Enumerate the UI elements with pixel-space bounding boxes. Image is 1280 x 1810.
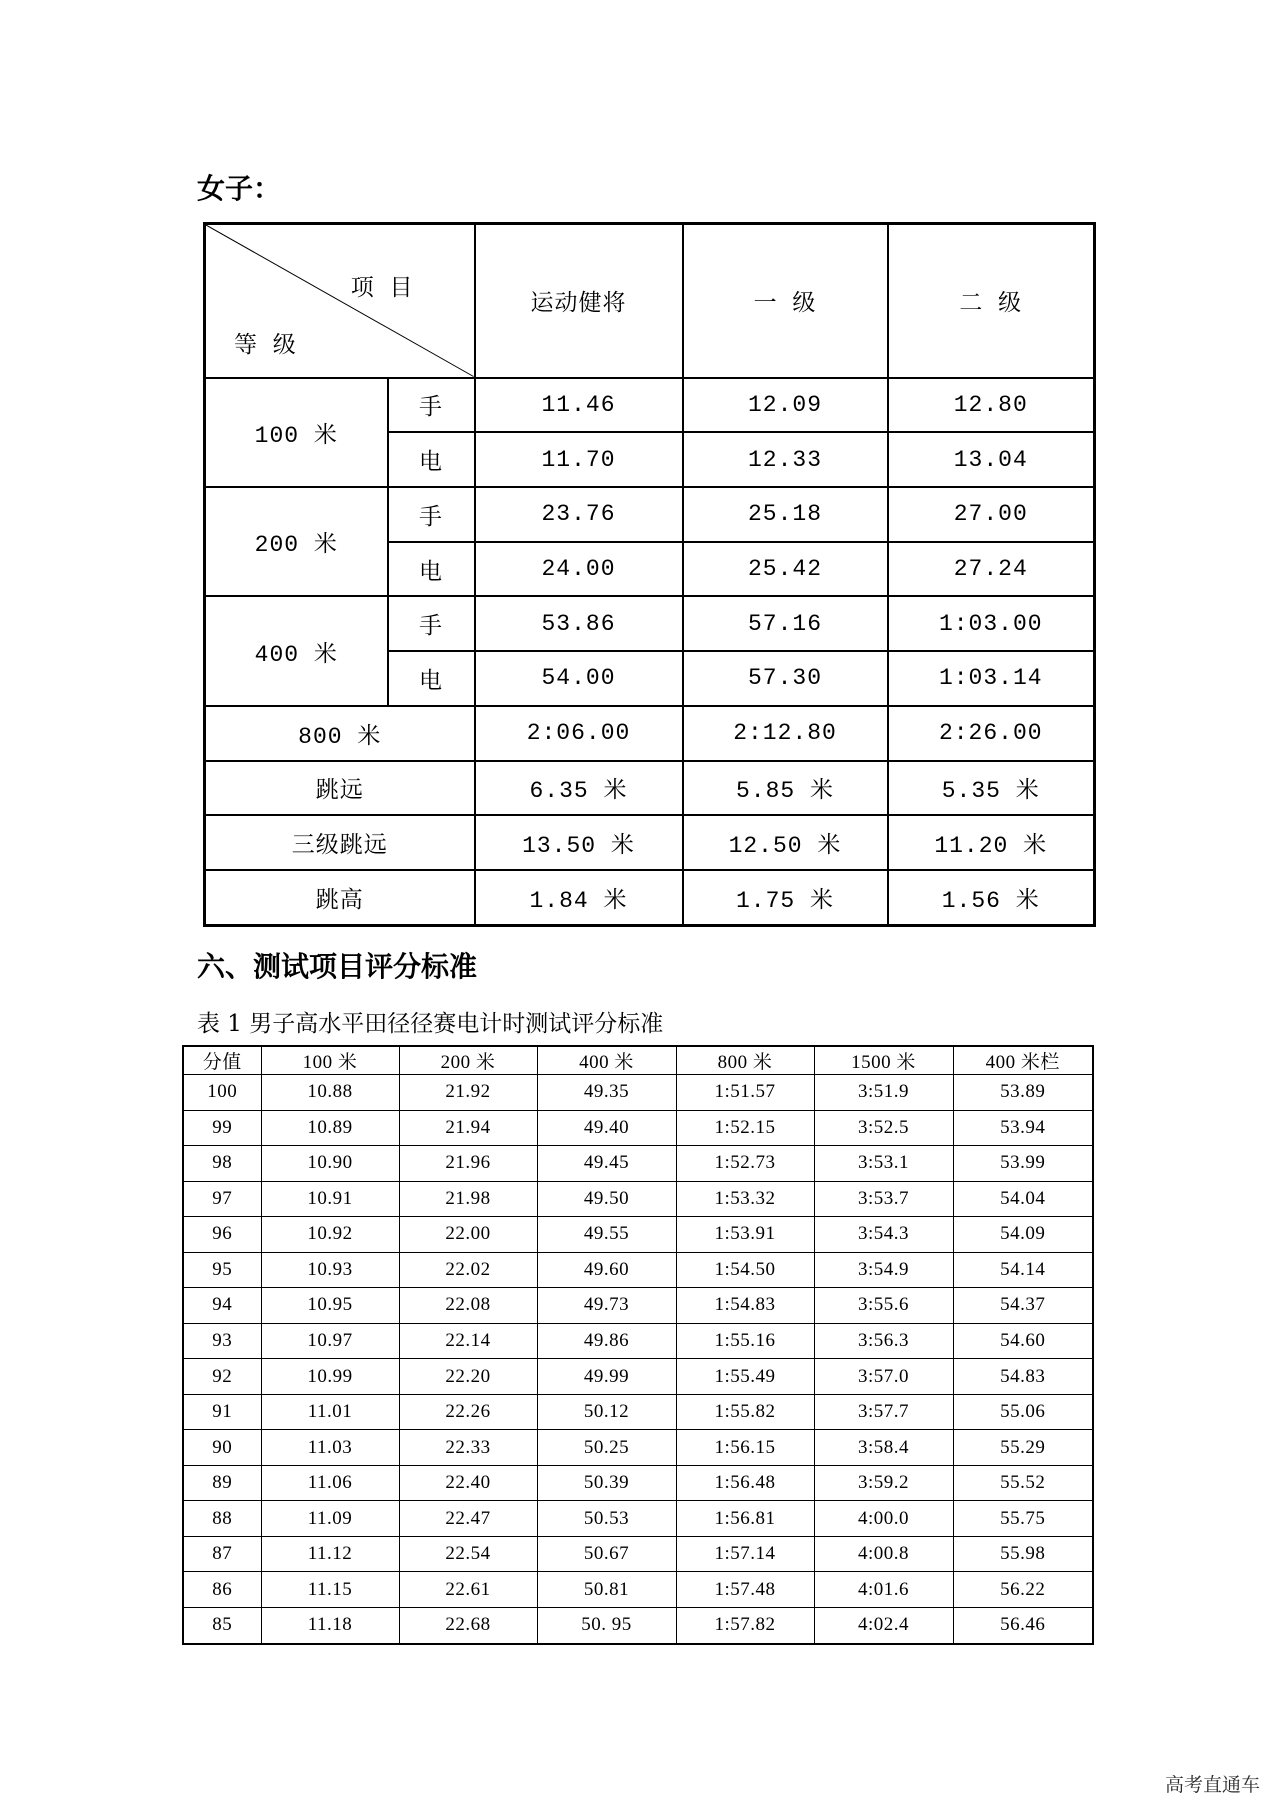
event-name: 跳高	[205, 870, 475, 926]
timing-label: 手	[388, 596, 475, 651]
time-cell: 1:52.73	[676, 1146, 814, 1182]
grade-value: 57.30	[683, 651, 888, 706]
timing-label: 手	[388, 378, 475, 433]
time-cell: 50.12	[537, 1394, 676, 1430]
event-name: 跳远	[205, 761, 475, 816]
grade-value: 25.42	[683, 542, 888, 597]
column-header: 二 级	[888, 224, 1095, 378]
time-cell: 22.54	[399, 1536, 537, 1572]
time-cell: 22.68	[399, 1607, 537, 1644]
time-cell: 50.39	[537, 1465, 676, 1501]
watermark: 高考直通车	[1164, 1774, 1260, 1796]
time-cell: 21.92	[399, 1075, 537, 1111]
time-cell: 10.93	[261, 1252, 399, 1288]
score-cell: 87	[183, 1536, 261, 1572]
header-item-label: 项 目	[350, 276, 414, 302]
table-row	[183, 1288, 1093, 1324]
grade-value: 6.35 米	[475, 761, 683, 816]
grade-value: 27.24	[888, 542, 1095, 597]
time-cell: 1:53.32	[676, 1181, 814, 1217]
time-cell: 3:58.4	[814, 1430, 953, 1466]
time-cell: 10.92	[261, 1217, 399, 1253]
time-cell: 21.94	[399, 1110, 537, 1146]
score-cell: 88	[183, 1501, 261, 1537]
time-cell: 3:56.3	[814, 1323, 953, 1359]
event-name: 800 米	[205, 706, 475, 761]
table-row	[183, 1465, 1093, 1501]
column-header: 分值	[183, 1046, 261, 1075]
column-header: 800 米	[676, 1046, 814, 1075]
column-header: 一 级	[683, 224, 888, 378]
time-cell: 1:55.82	[676, 1394, 814, 1430]
score-cell: 99	[183, 1110, 261, 1146]
grade-value: 23.76	[475, 487, 683, 542]
column-header: 400 米栏	[953, 1046, 1093, 1075]
time-cell: 22.61	[399, 1572, 537, 1608]
grade-value: 27.00	[888, 487, 1095, 542]
score-cell: 97	[183, 1181, 261, 1217]
time-cell: 49.35	[537, 1075, 676, 1111]
time-cell: 53.99	[953, 1146, 1093, 1182]
time-cell: 1:53.91	[676, 1217, 814, 1253]
grade-value: 24.00	[475, 542, 683, 597]
time-cell: 54.83	[953, 1359, 1093, 1395]
time-cell: 3:55.6	[814, 1288, 953, 1324]
time-cell: 56.46	[953, 1607, 1093, 1644]
column-header: 1500 米	[814, 1046, 953, 1075]
time-cell: 50.81	[537, 1572, 676, 1608]
section-heading: 六、测试项目评分标准	[197, 950, 478, 983]
timing-label: 电	[388, 651, 475, 706]
time-cell: 22.26	[399, 1394, 537, 1430]
grade-value: 1.84 米	[475, 870, 683, 926]
time-cell: 11.01	[261, 1394, 399, 1430]
time-cell: 11.09	[261, 1501, 399, 1537]
time-cell: 49.60	[537, 1252, 676, 1288]
time-cell: 1:51.57	[676, 1075, 814, 1111]
time-cell: 53.94	[953, 1110, 1093, 1146]
time-cell: 11.12	[261, 1536, 399, 1572]
time-cell: 11.18	[261, 1607, 399, 1644]
time-cell: 10.99	[261, 1359, 399, 1395]
time-cell: 3:59.2	[814, 1465, 953, 1501]
grade-value: 2:06.00	[475, 706, 683, 761]
time-cell: 49.55	[537, 1217, 676, 1253]
time-cell: 1:55.16	[676, 1323, 814, 1359]
grade-value: 13.50 米	[475, 815, 683, 870]
time-cell: 11.15	[261, 1572, 399, 1608]
time-cell: 49.50	[537, 1181, 676, 1217]
grade-value: 2:12.80	[683, 706, 888, 761]
time-cell: 1:56.15	[676, 1430, 814, 1466]
score-cell: 86	[183, 1572, 261, 1608]
time-cell: 50.53	[537, 1501, 676, 1537]
timing-label: 电	[388, 542, 475, 597]
grade-value: 11.70	[475, 432, 683, 487]
time-cell: 3:53.1	[814, 1146, 953, 1182]
table-row	[183, 1146, 1093, 1182]
score-cell: 92	[183, 1359, 261, 1395]
time-cell: 11.03	[261, 1430, 399, 1466]
time-cell: 4:02.4	[814, 1607, 953, 1644]
time-cell: 3:53.7	[814, 1181, 953, 1217]
table-row	[183, 1110, 1093, 1146]
men-score-table	[182, 1045, 1094, 1645]
time-cell: 55.75	[953, 1501, 1093, 1537]
column-header: 200 米	[399, 1046, 537, 1075]
time-cell: 1:54.50	[676, 1252, 814, 1288]
time-cell: 54.37	[953, 1288, 1093, 1324]
grade-value: 11.20 米	[888, 815, 1095, 870]
time-cell: 3:54.3	[814, 1217, 953, 1253]
grade-value: 53.86	[475, 596, 683, 651]
time-cell: 49.73	[537, 1288, 676, 1324]
time-cell: 11.06	[261, 1465, 399, 1501]
event-name: 三级跳远	[205, 815, 475, 870]
score-cell: 91	[183, 1394, 261, 1430]
time-cell: 49.99	[537, 1359, 676, 1395]
grade-value: 12.80	[888, 378, 1095, 433]
table-row	[183, 1536, 1093, 1572]
time-cell: 55.29	[953, 1430, 1093, 1466]
time-cell: 56.22	[953, 1572, 1093, 1608]
grade-value: 57.16	[683, 596, 888, 651]
time-cell: 1:52.15	[676, 1110, 814, 1146]
grade-value: 1.75 米	[683, 870, 888, 926]
time-cell: 3:51.9	[814, 1075, 953, 1111]
event-name: 400 米	[205, 596, 388, 705]
time-cell: 21.98	[399, 1181, 537, 1217]
time-cell: 49.45	[537, 1146, 676, 1182]
score-cell: 89	[183, 1465, 261, 1501]
event-name: 100 米	[205, 378, 388, 487]
table-row	[183, 1252, 1093, 1288]
grade-value: 12.50 米	[683, 815, 888, 870]
time-cell: 50.25	[537, 1430, 676, 1466]
score-cell: 93	[183, 1323, 261, 1359]
grade-value: 12.33	[683, 432, 888, 487]
grade-value: 5.85 米	[683, 761, 888, 816]
score-cell: 90	[183, 1430, 261, 1466]
grade-value: 12.09	[683, 378, 888, 433]
column-header: 100 米	[261, 1046, 399, 1075]
table-row	[183, 1359, 1093, 1395]
time-cell: 55.98	[953, 1536, 1093, 1572]
column-header: 运动健将	[475, 224, 683, 378]
table-row	[183, 1323, 1093, 1359]
table-row	[183, 1181, 1093, 1217]
time-cell: 10.89	[261, 1110, 399, 1146]
table-row	[183, 1501, 1093, 1537]
time-cell: 54.09	[953, 1217, 1093, 1253]
time-cell: 10.95	[261, 1288, 399, 1324]
time-cell: 3:52.5	[814, 1110, 953, 1146]
time-cell: 1:55.49	[676, 1359, 814, 1395]
grade-value: 5.35 米	[888, 761, 1095, 816]
time-cell: 22.14	[399, 1323, 537, 1359]
grade-value: 1:03.14	[888, 651, 1095, 706]
time-cell: 49.86	[537, 1323, 676, 1359]
grade-value: 54.00	[475, 651, 683, 706]
time-cell: 4:01.6	[814, 1572, 953, 1608]
grade-value: 11.46	[475, 378, 683, 433]
time-cell: 22.02	[399, 1252, 537, 1288]
score-cell: 85	[183, 1607, 261, 1644]
time-cell: 4:00.0	[814, 1501, 953, 1537]
time-cell: 1:56.48	[676, 1465, 814, 1501]
time-cell: 10.88	[261, 1075, 399, 1111]
time-cell: 3:57.7	[814, 1394, 953, 1430]
time-cell: 1:57.48	[676, 1572, 814, 1608]
score-cell: 96	[183, 1217, 261, 1253]
time-cell: 54.60	[953, 1323, 1093, 1359]
score-cell: 98	[183, 1146, 261, 1182]
grade-value: 1.56 米	[888, 870, 1095, 926]
time-cell: 53.89	[953, 1075, 1093, 1111]
table-caption: 表 1 男子高水平田径径赛电计时测试评分标准	[197, 1011, 664, 1037]
time-cell: 22.00	[399, 1217, 537, 1253]
time-cell: 55.52	[953, 1465, 1093, 1501]
grade-value: 2:26.00	[888, 706, 1095, 761]
table-row	[183, 1607, 1093, 1644]
time-cell: 50.67	[537, 1536, 676, 1572]
grade-value: 13.04	[888, 432, 1095, 487]
women-grade-table	[203, 222, 1096, 927]
time-cell: 54.14	[953, 1252, 1093, 1288]
time-cell: 22.08	[399, 1288, 537, 1324]
score-cell: 94	[183, 1288, 261, 1324]
table-row	[183, 1075, 1093, 1111]
time-cell: 10.91	[261, 1181, 399, 1217]
time-cell: 22.47	[399, 1501, 537, 1537]
time-cell: 50. 95	[537, 1607, 676, 1644]
time-cell: 55.06	[953, 1394, 1093, 1430]
time-cell: 22.33	[399, 1430, 537, 1466]
time-cell: 54.04	[953, 1181, 1093, 1217]
timing-label: 手	[388, 487, 475, 542]
table-row	[183, 1217, 1093, 1253]
score-cell: 95	[183, 1252, 261, 1288]
grade-value: 1:03.00	[888, 596, 1095, 651]
header-grade-label: 等 级	[234, 332, 297, 359]
time-cell: 49.40	[537, 1110, 676, 1146]
time-cell: 22.20	[399, 1359, 537, 1395]
table-row	[183, 1572, 1093, 1608]
time-cell: 1:57.14	[676, 1536, 814, 1572]
timing-label: 电	[388, 432, 475, 487]
time-cell: 3:57.0	[814, 1359, 953, 1395]
table-row	[183, 1430, 1093, 1466]
grade-value: 25.18	[683, 487, 888, 542]
score-cell: 100	[183, 1075, 261, 1111]
women-heading: 女子：	[197, 172, 282, 205]
time-cell: 4:00.8	[814, 1536, 953, 1572]
time-cell: 1:57.82	[676, 1607, 814, 1644]
time-cell: 1:54.83	[676, 1288, 814, 1324]
time-cell: 22.40	[399, 1465, 537, 1501]
time-cell: 10.90	[261, 1146, 399, 1182]
diagonal-header-cell	[205, 224, 475, 378]
time-cell: 21.96	[399, 1146, 537, 1182]
time-cell: 3:54.9	[814, 1252, 953, 1288]
time-cell: 10.97	[261, 1323, 399, 1359]
table-row	[183, 1394, 1093, 1430]
column-header: 400 米	[537, 1046, 676, 1075]
event-name: 200 米	[205, 487, 388, 596]
time-cell: 1:56.81	[676, 1501, 814, 1537]
